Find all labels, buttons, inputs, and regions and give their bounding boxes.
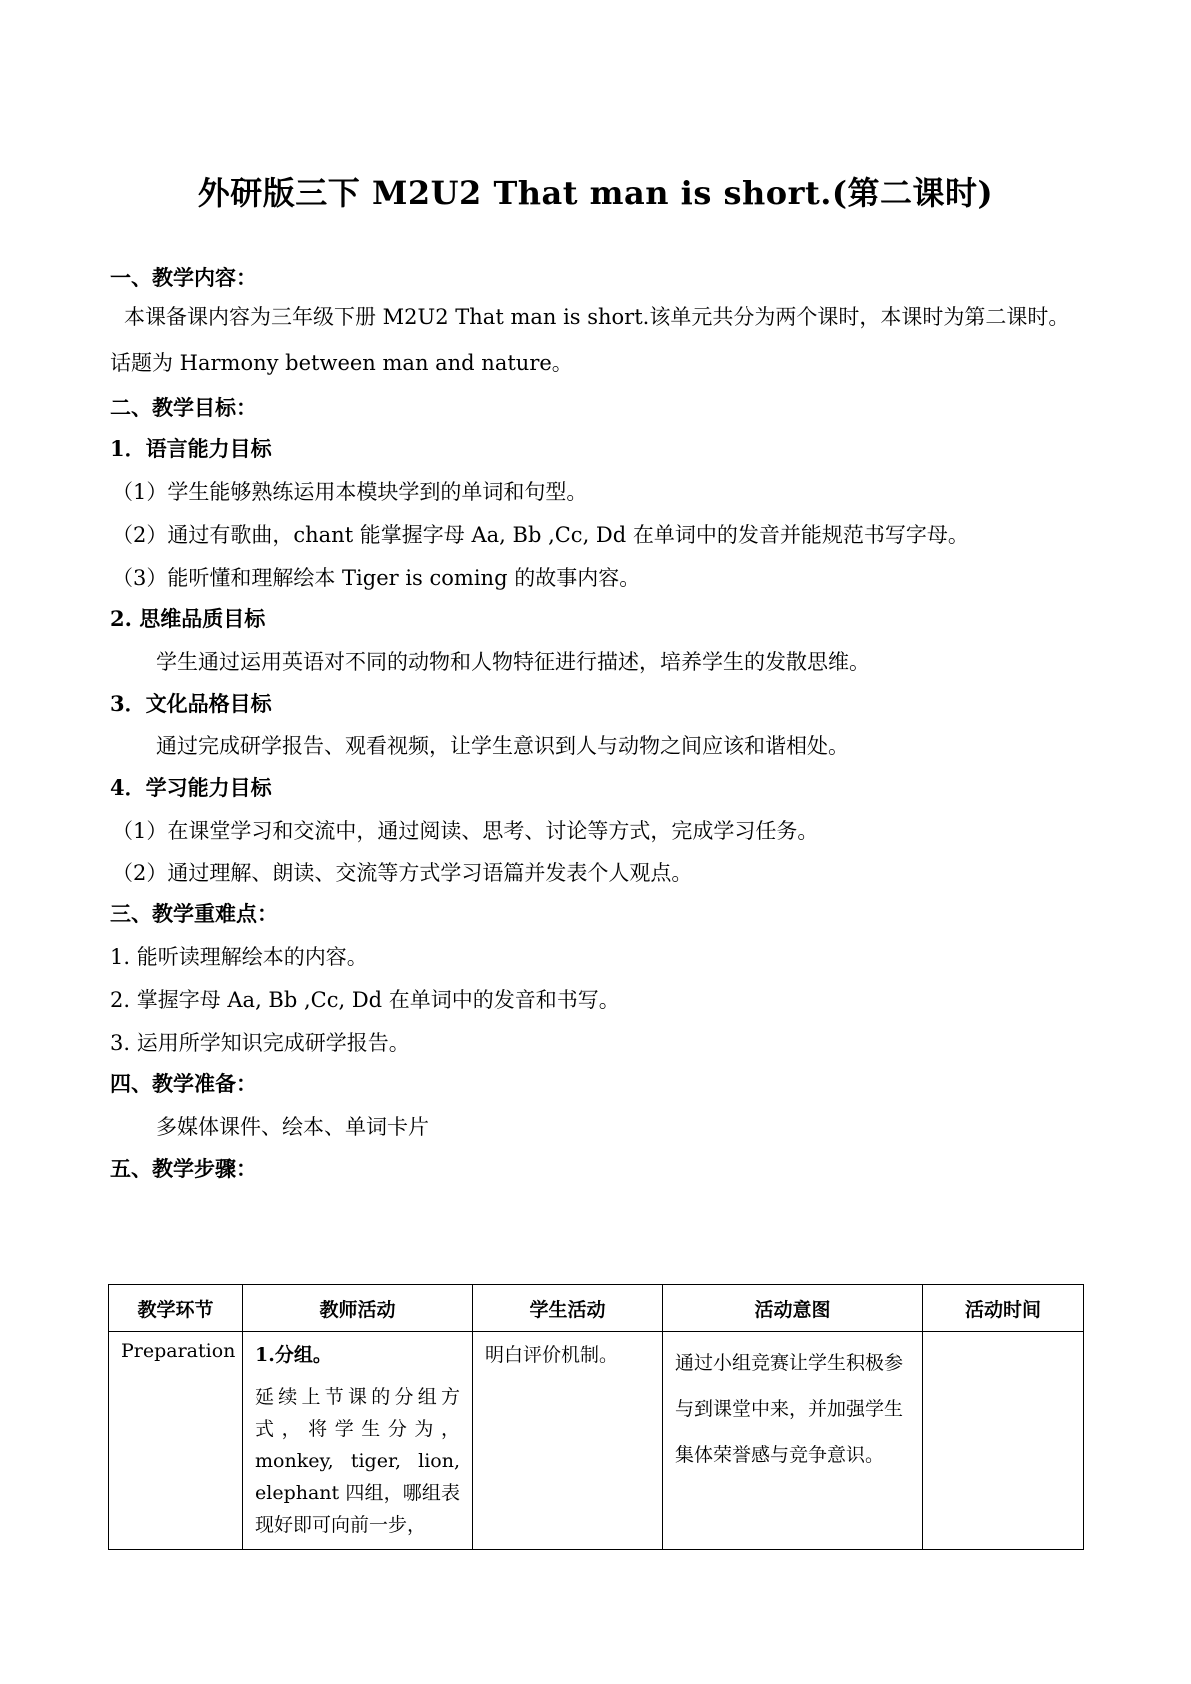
preparation-text: 多媒体课件、绘本、单词卡片 [156,1115,429,1139]
teacher-activity-text: 延续上节课的分组方式，将学生分为，monkey, tiger, lion, elephant 四组，哪组表现好即可向前一步， [255,1386,460,1536]
section-heading-keypoints: 三、教学重难点： [110,901,278,926]
goal-culture-heading: 3．文化品格目标 [110,691,272,716]
section-heading-steps: 五、教学步骤： [110,1156,257,1181]
section-heading-content: 一、教学内容： [110,265,257,290]
stage-cell: Preparation [109,1332,243,1550]
section-heading-preparation: 四、教学准备： [110,1071,257,1096]
student-activity-cell: 明白评价机制。 [473,1332,663,1550]
table-header-cell: 活动时间 [923,1285,1084,1332]
content-paragraph: 本课备课内容为三年级下册 M2U2 That man is short.该单元共分为两个课时，本课时为第二课时。话题为 Harmony between man and nature。 [110,305,1070,375]
goal-language-item: （3）能听懂和理解绘本 Tiger is coming 的故事内容。 [112,566,641,590]
table-header-row [109,1285,1084,1332]
goal-language-heading: 1．语言能力目标 [110,436,272,461]
goal-learning-heading: 4．学习能力目标 [110,775,272,800]
activity-time-cell [923,1332,1084,1550]
document-title: 外研版三下 M2U2 That man is short.(第二课时) [197,174,994,212]
table-row [109,1332,1084,1550]
goal-language-item: （2）通过有歌曲，chant 能掌握字母 Aa, Bb ,Cc, Dd 在单词中的发音并能规范书写字母。 [112,523,969,547]
table-header-cell: 活动意图 [663,1285,923,1332]
activity-intent-cell: 通过小组竞赛让学生积极参与到课堂中来，并加强学生集体荣誉感与竞争意识。 [663,1332,923,1550]
goal-language-item: （1）学生能够熟练运用本模块学到的单词和句型。 [112,480,588,504]
keypoint-item: 2. 掌握字母 Aa, Bb ,Cc, Dd 在单词中的发音和书写。 [110,988,620,1012]
goal-thinking-text: 学生通过运用英语对不同的动物和人物特征进行描述，培养学生的发散思维。 [156,650,870,674]
table-header-cell: 教师活动 [243,1285,473,1332]
goal-learning-item: （2）通过理解、朗读、交流等方式学习语篇并发表个人观点。 [112,861,693,885]
teacher-activity-title: 1.分组。 [255,1344,332,1366]
section-heading-goals: 二、教学目标： [110,395,257,420]
goal-learning-item: （1）在课堂学习和交流中，通过阅读、思考、讨论等方式，完成学习任务。 [112,819,819,843]
teaching-steps-table [108,1284,1084,1550]
keypoint-item: 3. 运用所学知识完成研学报告。 [110,1031,410,1055]
goal-culture-text: 通过完成研学报告、观看视频，让学生意识到人与动物之间应该和谐相处。 [156,734,849,758]
table-header-cell: 学生活动 [473,1285,663,1332]
keypoint-item: 1. 能听读理解绘本的内容。 [110,945,368,969]
goal-thinking-heading: 2. 思维品质目标 [110,606,266,631]
teacher-activity-cell [243,1332,473,1550]
table-header-cell: 教学环节 [109,1285,243,1332]
